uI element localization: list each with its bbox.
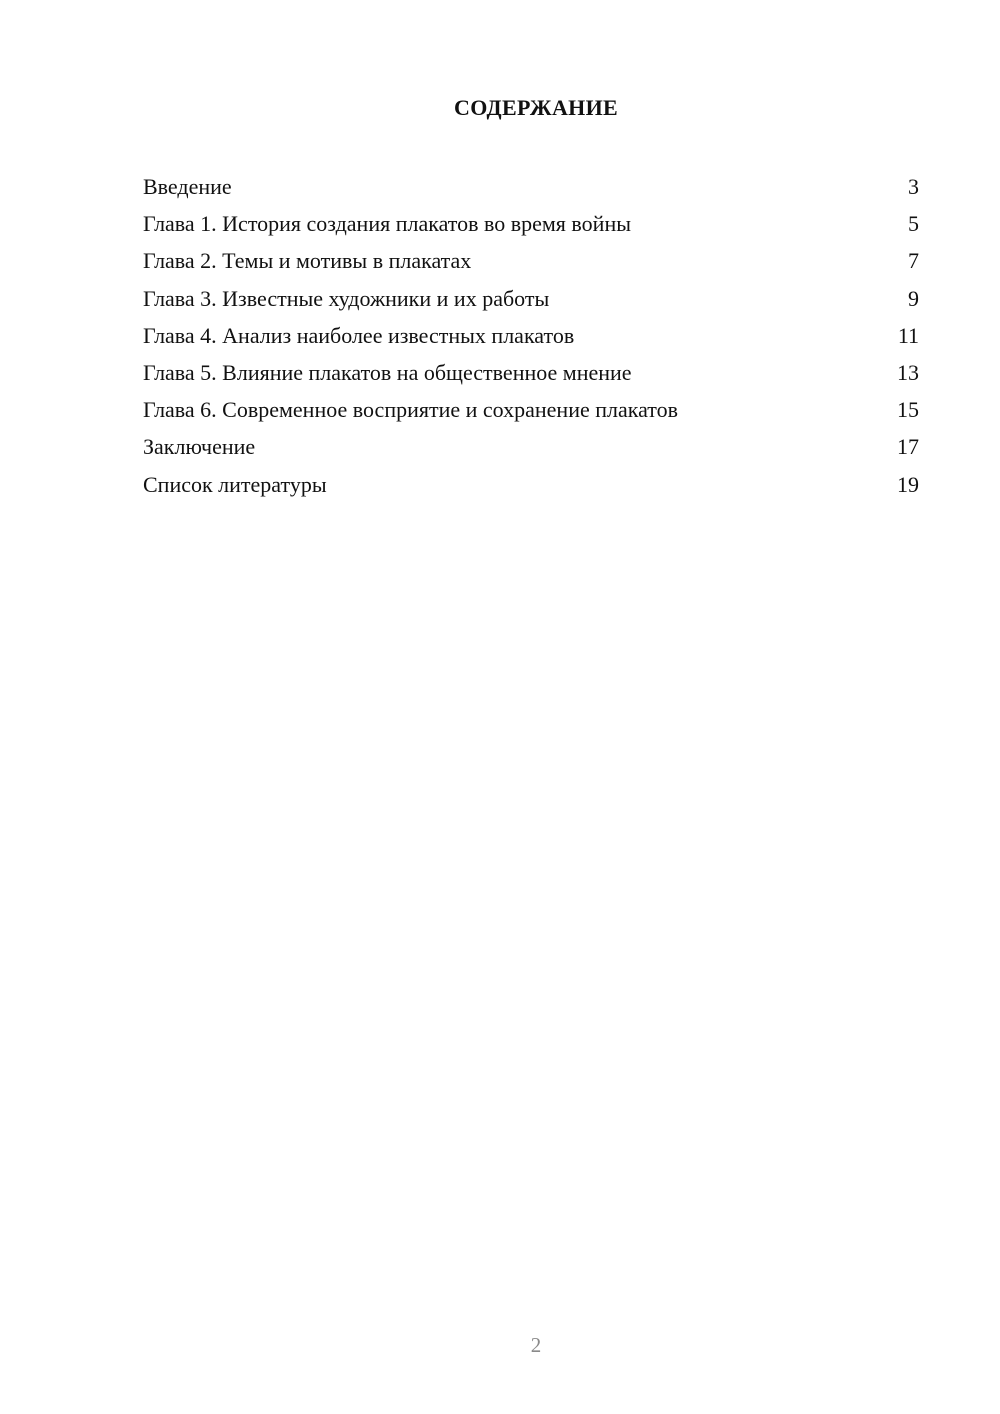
- toc-entry[interactable]: [143, 317, 919, 354]
- page-number: 2: [530, 1333, 542, 1357]
- toc-entry-label: Список литературы: [143, 471, 327, 497]
- toc-entry-label: Глава 2. Темы и мотивы в плакатах: [143, 248, 472, 274]
- toc-entry[interactable]: [143, 391, 919, 428]
- toc-entry-label: Введение: [143, 174, 232, 199]
- toc-entry-label: Глава 4. Анализ наиболее известных плакатов: [143, 322, 575, 348]
- toc-entry-page: 15: [897, 397, 919, 423]
- toc-entry-page: 13: [897, 359, 919, 385]
- toc-entry-page: 17: [897, 434, 919, 460]
- toc-entry[interactable]: [143, 354, 919, 391]
- toc-entry-page: 5: [908, 211, 919, 237]
- toc-entry-page: 7: [908, 248, 919, 274]
- table-of-contents: [143, 168, 919, 503]
- toc-entry[interactable]: [143, 466, 919, 503]
- toc-entry[interactable]: [143, 242, 919, 279]
- toc-entry-label: Глава 6. Современное восприятие и сохранение плакатов: [143, 397, 679, 423]
- toc-entry-label: Глава 5. Влияние плакатов на общественное мнение: [143, 359, 632, 385]
- toc-entry-label: Глава 1. История создания плакатов во время войны: [143, 211, 631, 237]
- toc-entry[interactable]: [143, 168, 919, 205]
- toc-entry[interactable]: [143, 280, 919, 317]
- toc-entry-label: Заключение: [143, 434, 256, 460]
- toc-entry-page: 9: [908, 285, 919, 311]
- toc-entry-page: 19: [897, 471, 919, 497]
- toc-entry-page: 11: [897, 322, 919, 348]
- toc-entry[interactable]: [143, 428, 919, 465]
- page-title: СОДЕРЖАНИЕ: [454, 95, 618, 120]
- toc-entry-page: 3: [908, 174, 919, 199]
- toc-entry-label: Глава 3. Известные художники и их работы: [143, 285, 550, 311]
- toc-entry[interactable]: [143, 205, 919, 242]
